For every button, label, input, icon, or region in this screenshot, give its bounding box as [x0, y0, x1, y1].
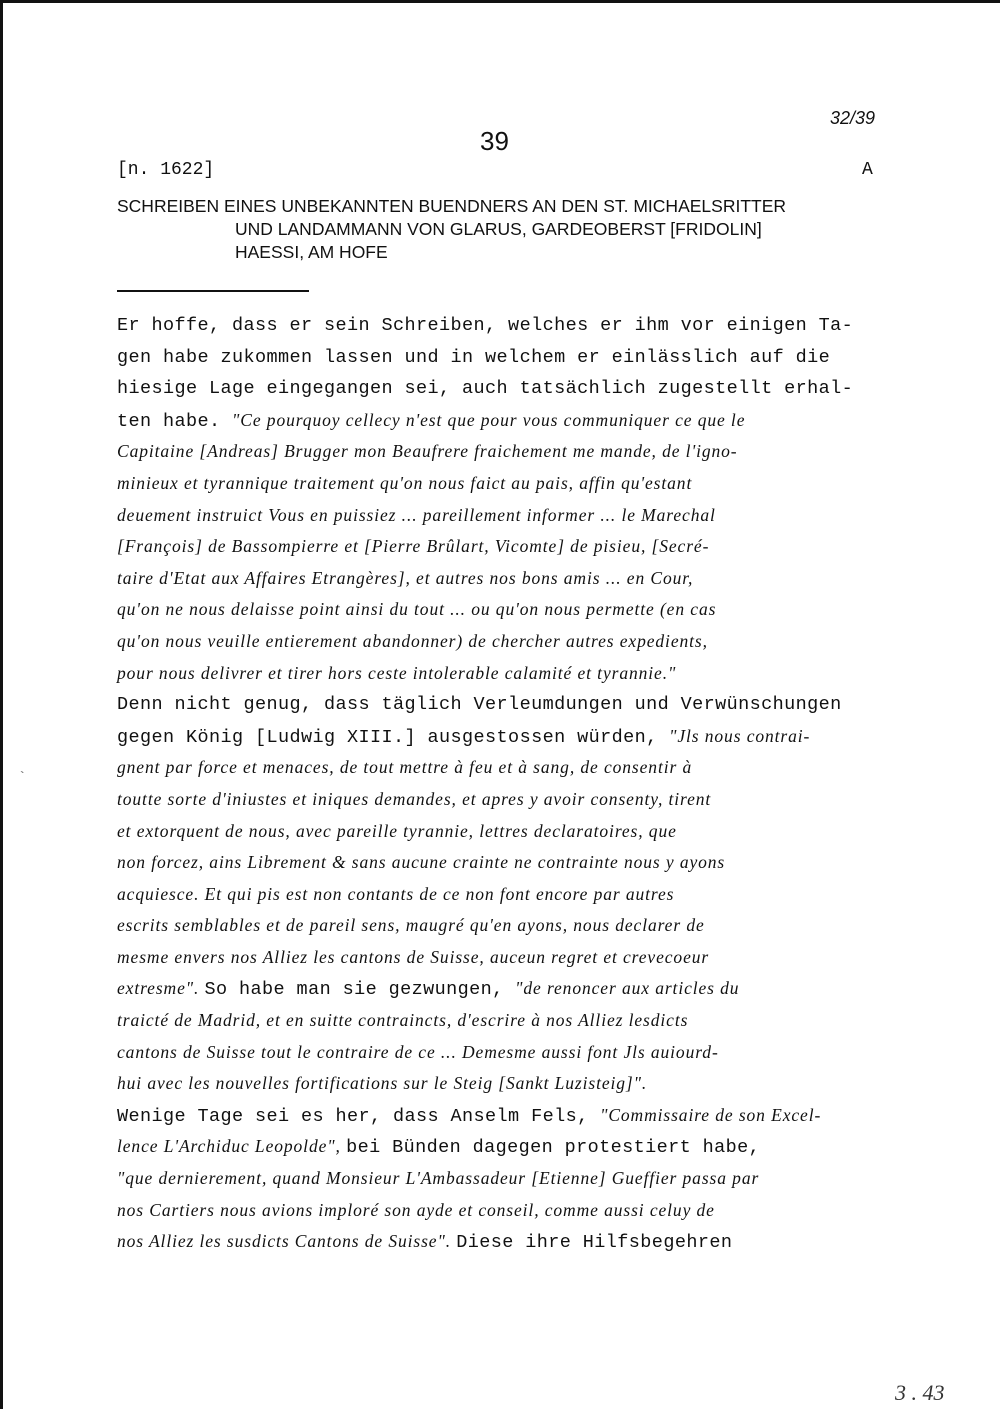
text-line [117, 816, 897, 848]
body-text [117, 310, 897, 1258]
quoted-french-text: et extorquent de nous, avec pareille tyrannie, lettres declaratoires, que [117, 820, 677, 841]
text-line [117, 784, 897, 816]
text-line [117, 373, 897, 405]
german-summary-text: Diese ihre Hilfsbegehren [456, 1232, 733, 1254]
text-line [117, 752, 897, 784]
quoted-french-text: toutte sorte d'iniustes et iniques demandes, et apres y avoir consenty, tirent [117, 788, 712, 809]
section-letter: A [862, 160, 873, 180]
quoted-french-text: nos Cartiers nous avions imploré son ayde et conseil, comme aussi celuy de [117, 1199, 715, 1220]
quoted-french-text: qu'on nous veuille entierement abandonner) de chercher autres expedients, [117, 630, 708, 651]
title-line-2: UND LANDAMMANN VON GLARUS, GARDEOBERST [FRIDOLIN] [235, 219, 762, 239]
text-line [117, 910, 897, 942]
text-line [117, 942, 897, 974]
quoted-french-text: traicté de Madrid, et en suitte contraincts, d'escrire à nos Alliez lesdicts [117, 1010, 689, 1031]
margin-mark: ` [18, 770, 27, 786]
quoted-french-text: escrits semblables et de pareil sens, maugré qu'en ayons, nous declarer de [117, 915, 705, 936]
german-summary-text: gegen König [Ludwig XIII.] ausgestossen würden, [117, 726, 670, 748]
page-number: 39 [480, 126, 509, 156]
german-summary-text: Wenige Tage sei es her, dass Anselm Fels, [117, 1105, 601, 1127]
german-summary-text: bei Bünden dagegen protestiert habe, [346, 1137, 761, 1159]
text-line [117, 1068, 897, 1100]
text-line [117, 1037, 897, 1069]
german-summary-text: So habe man sie gezwungen, [204, 979, 516, 1001]
text-line [117, 689, 897, 721]
handwritten-corner-note: 3 . 43 [895, 1380, 945, 1405]
german-summary-text: gen habe zukommen lassen und in welchem er einlässlich auf die [117, 346, 831, 368]
text-line [117, 847, 897, 879]
german-summary-text: Er hoffe, dass er sein Schreiben, welches er ihm vor einigen Ta- [117, 315, 854, 336]
quoted-french-text: "Commissaire de son Excel- [600, 1104, 822, 1125]
document-title [117, 195, 786, 264]
text-line [117, 531, 897, 563]
text-line [117, 500, 897, 532]
quoted-french-text: deuement instruict Vous en puissiez ... pareillement informer ... le Marechal [117, 504, 716, 525]
text-line [117, 436, 897, 468]
quoted-french-text: taire d'Etat aux Affaires Etrangères], et autres nos bons amis ... en Cour, [117, 567, 694, 588]
folio-number: 32/39 [830, 108, 876, 128]
quoted-french-text: "Jls nous contrai- [669, 725, 811, 746]
quoted-french-text: "que dernierement, quand Monsieur L'Ambassadeur [Etienne] Gueffier passa par [117, 1168, 760, 1189]
separator-rule [117, 290, 309, 292]
german-summary-text: Denn nicht genug, dass täglich Verleumdungen und Verwünschungen [117, 694, 842, 716]
quoted-french-text: nos Alliez les susdicts Cantons de Suisse". [117, 1231, 457, 1252]
text-line [117, 1226, 897, 1258]
scan-border-top [0, 0, 1000, 3]
quoted-french-text: "de renoncer aux articles du [515, 978, 740, 999]
quoted-french-text: non forcez, ains Librement & sans aucune crainte ne contrainte nous y ayons [117, 852, 726, 873]
quoted-french-text: pour nous delivrer et tirer hors ceste intolerable calamité et tyrannie." [117, 662, 677, 683]
text-line [117, 1131, 897, 1163]
text-line [117, 342, 897, 374]
title-line-3: HAESSI, AM HOFE [235, 242, 388, 262]
quoted-french-text: minieux et tyrannique traitement qu'on nous faict au pais, affin qu'estant [117, 472, 693, 493]
text-line [117, 721, 897, 753]
text-line [117, 468, 897, 500]
quoted-french-text: qu'on ne nous delaisse point ainsi du tout ... ou qu'on nous permette (en cas [117, 599, 717, 620]
quoted-french-text: gnent par force et menaces, de tout mettre à feu et à sang, de consentir à [117, 757, 693, 778]
title-line-1: SCHREIBEN EINES UNBEKANNTEN BUENDNERS AN DEN ST. MICHAELSRITTER [117, 196, 787, 216]
scan-border-left [0, 0, 3, 1409]
text-line [117, 405, 897, 437]
text-line [117, 1163, 897, 1195]
quoted-french-text: "Ce pourquoy cellecy n'est que pour vous communiquer ce que le [232, 409, 746, 430]
text-line [117, 1195, 897, 1227]
text-line [117, 879, 897, 911]
document-reference: [n. 1622] [117, 160, 215, 180]
text-line [117, 658, 897, 690]
text-line [117, 1100, 897, 1132]
quoted-french-text: Capitaine [Andreas] Brugger mon Beaufrere fraichement me mande, de l'igno- [117, 441, 738, 462]
text-line [117, 563, 897, 595]
text-line [117, 973, 897, 1005]
quoted-french-text: cantons de Suisse tout le contraire de ce ... Demesme aussi font Jls auiourd- [117, 1041, 719, 1062]
quoted-french-text: hui avec les nouvelles fortifications sur le Steig [Sankt Luzisteig]". [117, 1073, 648, 1094]
german-summary-text: hiesige Lage eingegangen sei, auch tatsächlich zugestellt erhal- [117, 378, 854, 400]
german-summary-text: ten habe. [117, 410, 233, 432]
quoted-french-text: acquiesce. Et qui pis est non contants de ce non font encore par autres [117, 883, 675, 904]
quoted-french-text: mesme envers nos Alliez les cantons de Suisse, auceun regret et crevecoeur [117, 946, 710, 967]
text-line [117, 626, 897, 658]
text-line [117, 310, 897, 342]
quoted-french-text: extresme". [117, 978, 205, 999]
quoted-french-text: [François] de Bassompierre et [Pierre Brûlart, Vicomte] de pisieu, [Secré- [117, 536, 710, 557]
text-line [117, 594, 897, 626]
quoted-french-text: lence L'Archiduc Leopolde", [117, 1136, 347, 1157]
text-line [117, 1005, 897, 1037]
